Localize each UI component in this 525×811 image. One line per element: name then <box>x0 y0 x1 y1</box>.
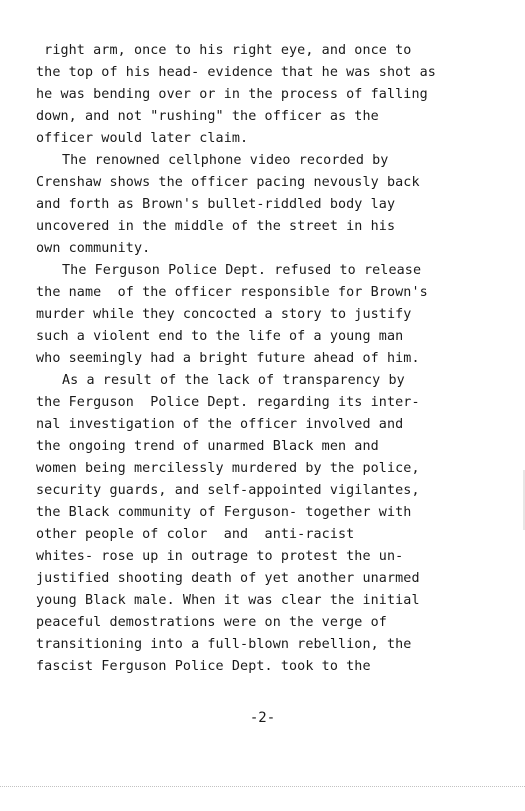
text-line: transitioning into a full-blown rebellion, the <box>36 637 412 652</box>
text-line: the Ferguson Police Dept. regarding its inter- <box>36 395 420 410</box>
text-line: women being mercilessly murdered by the police, <box>36 461 420 476</box>
text-line: murder while they concocted a story to justify <box>36 307 412 322</box>
text-line: such a violent end to the life of a young man <box>36 329 404 344</box>
text-line: the Black community of Ferguson- together with <box>36 505 412 520</box>
text-line: uncovered in the middle of the street in his <box>36 219 396 234</box>
text-line: down, and not "rushing" the officer as the <box>36 109 379 124</box>
text-line: fascist Ferguson Police Dept. took to the <box>36 659 371 674</box>
scan-edge-line <box>0 786 525 788</box>
text-line: young Black male. When it was clear the initial <box>36 593 420 608</box>
text-line: he was bending over or in the process of falling <box>36 87 428 102</box>
text-line: own community. <box>36 241 151 256</box>
text-line: nal investigation of the officer involved and <box>36 417 404 432</box>
text-line: the top of his head- evidence that he was shot as <box>36 65 436 80</box>
page-number: -2- <box>249 710 276 726</box>
paragraph-start-line: The renowned cellphone video recorded by <box>62 153 389 168</box>
paragraph-start-line: As a result of the lack of transparency by <box>62 373 405 388</box>
text-line: security guards, and self-appointed vigilantes, <box>36 483 420 498</box>
text-line: the ongoing trend of unarmed Black men and <box>36 439 379 454</box>
paragraph-start-line: The Ferguson Police Dept. refused to release <box>62 263 422 278</box>
text-line: justified shooting death of yet another unarmed <box>36 571 420 586</box>
text-line: whites- rose up in outrage to protest the un- <box>36 549 404 564</box>
text-line: right arm, once to his right eye, and once to <box>36 43 412 58</box>
text-line: officer would later claim. <box>36 131 249 146</box>
text-line: Crenshaw shows the officer pacing nevously back <box>36 175 420 190</box>
text-line: who seemingly had a bright future ahead of him. <box>36 351 420 366</box>
text-line: and forth as Brown's bullet-riddled body lay <box>36 197 396 212</box>
text-line: peaceful demostrations were on the verge of <box>36 615 387 630</box>
body-text <box>36 40 506 678</box>
text-line: the name of the officer responsible for Brown's <box>36 285 428 300</box>
text-line: other people of color and anti-racist <box>36 527 355 542</box>
